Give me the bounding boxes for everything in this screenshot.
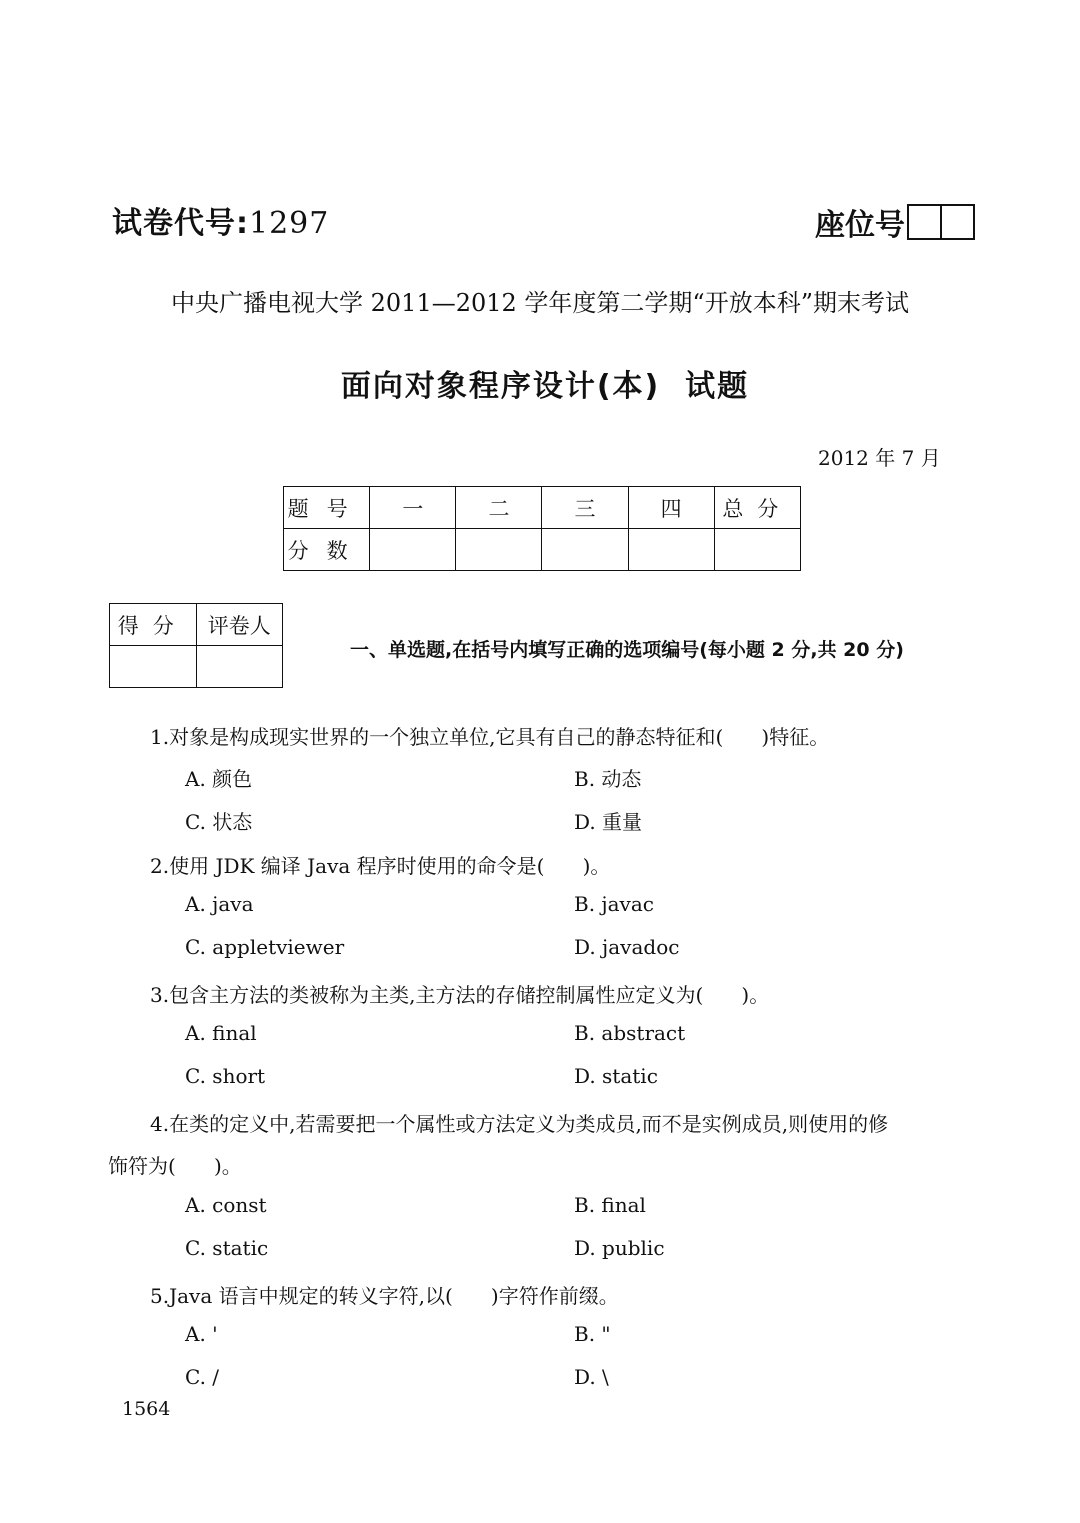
grade-box-score-cell [110,646,197,688]
score-cell [714,529,800,571]
option: A. const [185,1193,267,1217]
option: B. abstract [574,1021,686,1045]
exam-header: 中央广播电视大学 2011—2012 学年度第二学期“开放本科”期末考试 [171,289,909,317]
exam-title: 面向对象程序设计(本) 试题 [340,369,750,404]
score-table-header-row [284,487,801,529]
option: D. \ [574,1365,609,1389]
score-table-column: 三 [542,487,628,529]
paper-code-number: 1297 [249,206,330,241]
score-cell [456,529,542,571]
option: C. 状态 [185,810,253,834]
option: C. appletviewer [185,935,345,959]
score-table-column: 总分 [714,487,800,529]
grade-box-score-label: 得分 [110,604,197,646]
seat-number [815,200,975,244]
paper-code [112,198,329,242]
option: B. 动态 [574,767,642,791]
score-table-row-label: 题号 [284,487,370,529]
option: A. ' [185,1322,218,1346]
score-table [283,486,801,571]
grade-box-grader-cell [196,646,282,688]
score-table-column: 一 [370,487,456,529]
page-number: 1564 [122,1398,171,1420]
grade-box-grader-label: 评卷人 [196,604,282,646]
paper-code-label: 试卷代号: [112,206,249,241]
question-text-continued: 饰符为( )。 [108,1154,242,1178]
score-table-row-label: 分数 [284,529,370,571]
option: B. javac [574,892,654,916]
exam-date: 2012 年 7 月 [818,446,941,470]
score-cell [542,529,628,571]
score-table-column: 四 [628,487,714,529]
grade-box [109,603,283,688]
score-cell [370,529,456,571]
option: A. java [185,892,254,916]
option: D. public [574,1236,665,1260]
option: A. final [185,1021,257,1045]
question-text: 1.对象是构成现实世界的一个独立单位,它具有自己的静态特征和( )特征。 [150,725,830,749]
question-text: 2.使用 JDK 编译 Java 程序时使用的命令是( )。 [150,854,611,878]
question-text: 3.包含主方法的类被称为主类,主方法的存储控制属性应定义为( )。 [150,983,770,1007]
option: D. static [574,1064,658,1088]
option: D. javadoc [574,935,680,959]
option: A. 颜色 [185,767,253,791]
score-table-column: 二 [456,487,542,529]
seat-number-box [907,204,975,240]
score-table-score-row [284,529,801,571]
score-cell [628,529,714,571]
question-text: 4.在类的定义中,若需要把一个属性或方法定义为类成员,而不是实例成员,则使用的修 [150,1112,889,1136]
option: C. short [185,1064,266,1088]
option: C. static [185,1236,269,1260]
seat-number-label: 座位号 [815,208,905,243]
option: B. " [574,1322,611,1346]
option: B. final [574,1193,646,1217]
question-text: 5.Java 语言中规定的转义字符,以( )字符作前缀。 [150,1284,619,1308]
option: C. / [185,1365,220,1389]
section-title: 一、单选题,在括号内填写正确的选项编号(每小题 2 分,共 20 分) [350,639,904,661]
option: D. 重量 [574,810,643,834]
